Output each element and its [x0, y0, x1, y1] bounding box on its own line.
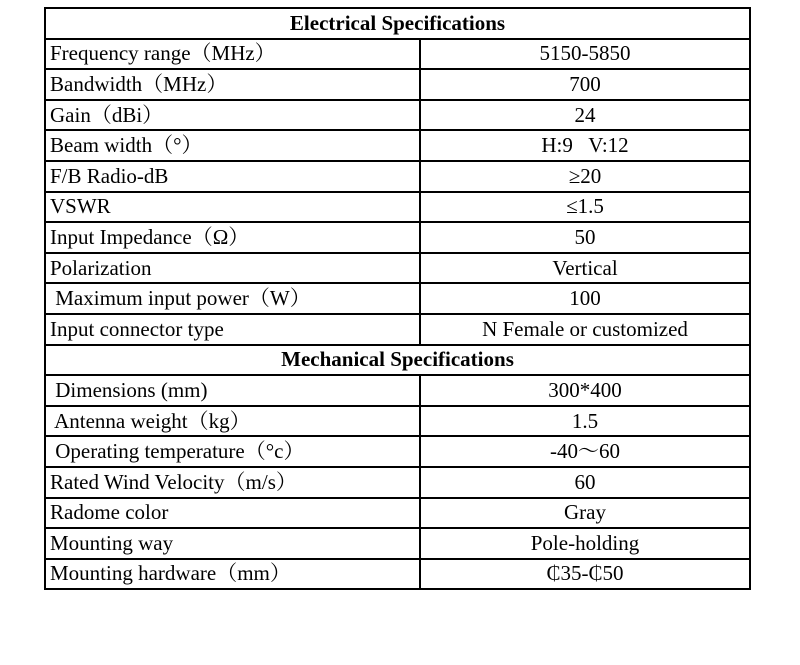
spec-value: 1.5: [420, 406, 750, 437]
table-row: [45, 222, 750, 253]
spec-value: 24: [420, 100, 750, 131]
section-header-row: [45, 345, 750, 376]
spec-label: Input Impedance（Ω）: [45, 222, 420, 253]
specifications-table: [44, 7, 751, 590]
spec-label: Input connector type: [45, 314, 420, 345]
table-row: [45, 498, 750, 529]
spec-value: 300*400: [420, 375, 750, 406]
spec-label: Rated Wind Velocity（m/s）: [45, 467, 420, 498]
spec-value: 5150-5850: [420, 39, 750, 70]
spec-value: ₵35-₵50: [420, 559, 750, 590]
mechanical-specifications-title: Mechanical Specifications: [45, 345, 750, 376]
table-row: [45, 436, 750, 467]
table-row: [45, 39, 750, 70]
spec-label: Maximum input power（W）: [45, 283, 420, 314]
spec-value: N Female or customized: [420, 314, 750, 345]
spec-sheet: [44, 7, 749, 590]
table-row: [45, 314, 750, 345]
table-row: [45, 467, 750, 498]
table-row: [45, 375, 750, 406]
spec-value: ≥20: [420, 161, 750, 192]
spec-label: Radome color: [45, 498, 420, 529]
spec-label: Mounting way: [45, 528, 420, 559]
spec-label: F/B Radio-dB: [45, 161, 420, 192]
table-row: [45, 528, 750, 559]
section-header-row: [45, 8, 750, 39]
electrical-specifications-title: Electrical Specifications: [45, 8, 750, 39]
spec-value: 100: [420, 283, 750, 314]
table-row: [45, 192, 750, 223]
spec-value: 50: [420, 222, 750, 253]
spec-label: Dimensions (mm): [45, 375, 420, 406]
spec-value: Gray: [420, 498, 750, 529]
spec-label: Beam width（°）: [45, 130, 420, 161]
table-row: [45, 559, 750, 590]
table-row: [45, 283, 750, 314]
table-row: [45, 130, 750, 161]
spec-label: Antenna weight（kg）: [45, 406, 420, 437]
spec-value: Vertical: [420, 253, 750, 284]
spec-label: Mounting hardware（mm）: [45, 559, 420, 590]
table-row: [45, 100, 750, 131]
table-row: [45, 253, 750, 284]
spec-value: 60: [420, 467, 750, 498]
spec-label: Operating temperature（°c）: [45, 436, 420, 467]
table-row: [45, 161, 750, 192]
spec-label: Gain（dBi）: [45, 100, 420, 131]
spec-value: -40～60: [420, 436, 750, 467]
spec-label: Polarization: [45, 253, 420, 284]
spec-value: 700: [420, 69, 750, 100]
spec-value: Pole-holding: [420, 528, 750, 559]
spec-value: H:9 V:12: [420, 130, 750, 161]
spec-label: VSWR: [45, 192, 420, 223]
spec-label: Bandwidth（MHz）: [45, 69, 420, 100]
spec-value: ≤1.5: [420, 192, 750, 223]
table-row: [45, 406, 750, 437]
table-row: [45, 69, 750, 100]
spec-label: Frequency range（MHz）: [45, 39, 420, 70]
